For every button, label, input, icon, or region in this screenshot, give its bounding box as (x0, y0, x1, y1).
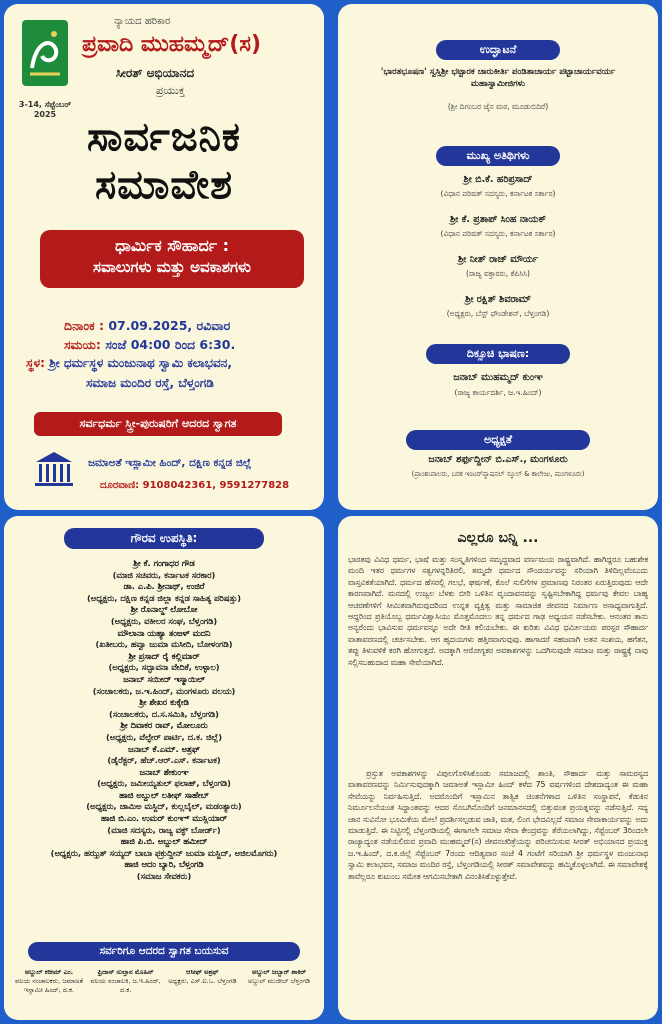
host-name: ಆಸೀಫ್ ಅಶ್ರಫ್ (186, 968, 219, 976)
presence-role: (ಸಮಾಜ ಸೇವಕರು) (136, 871, 192, 882)
presence-name: ಜನಾಬ್ ಶೇಕುಂಞ (139, 766, 189, 777)
poster-panel-event (4, 4, 324, 510)
chief-guest-name: ಶ್ರೀ ಕೆ. ಪ್ರತಾಪ್ ಸಿಂಹ ನಾಯಕ್ (450, 214, 546, 225)
date-label: ದಿನಾಂಕ : (64, 318, 104, 333)
presence-name: ಹಾಜಿ ಬಿ.ಎಂ. ಉಮರ್ ಕುಂಞ್ ಮುಸ್ಲಿಯಾರ್ (100, 813, 228, 824)
presence-role: (ಅಧ್ಯಕ್ಷರು, ದಕ್ಷಿಣ ಕನ್ನಡ ಜಿಲ್ಲಾ ಕನ್ನಡ ಸಾಹಿತ್ಯ ಪರಿಷತ್ತು) (86, 592, 241, 603)
host-name: ಫ್ರಿದಾಸ್ ಸುಲ್ತಾನ ಮೊಹಿನ್ (97, 968, 154, 976)
prayukta: ಪ್ರಯುಕ್ತ (156, 84, 185, 97)
presence-name: ಮೌಲಾನಾ ಯಹ್ಯಾ ತಂಙಳ್ ಮದನಿ (117, 627, 211, 638)
presence-name: ಡಾ. ಎ.ಪಿ. ಶ್ರೀನಾಥ್, ಉಜಿರೆ (123, 581, 205, 592)
host-role: ಅಬ್ದುಲ್ ಮುಜೀಬ್ ಬೆಳ್ತಂಗಡಿ (247, 977, 311, 985)
presence-role: (ಅಧ್ಯಕ್ಷರು, ಜಾಮಿಅ ಮಸ್ಜಿದ್, ಕುಲ್ಲಬೈಲ್, ಮಡಂತ್ಯಾರು) (86, 801, 242, 812)
presence-name: ಶ್ರೀ ದಿವಾಕರ ರಾವ್, ಮೋಲೂರು (120, 720, 208, 731)
host-entry (89, 968, 163, 995)
chief-guest-name: ಶ್ರೀ ರಕ್ಷಿತ್ ಶಿವರಾಮ್ (465, 294, 531, 305)
poster-panel-presence (4, 516, 324, 1020)
poster-panel-guests (338, 4, 658, 510)
inaugurator-name: 'ಭಾರತಭೂಷಣ' ಸ್ವಸ್ತಿಶ್ರೀ ಭಟ್ಟಾರಕ ಚಾರುಕೀರ್ತಿ ಪಂಡಿತಾಚಾರ್ಯ ಪಟ್ಟಾಚಾರ್ಯವರ್ಯ ಮಹಾಸ್ವಾಮೀಜಿಗಳು (380, 67, 616, 89)
welcome-banner: ಸರ್ವಧರ್ಮ ಸ್ತ್ರೀ-ಪುರುಷರಿಗೆ ಆದರದ ಸ್ವಾಗತ (34, 412, 282, 436)
date-row (64, 318, 230, 334)
presence-role: (ಸಂಚಾಲಕರು, ಜ.ಇ.ಹಿಂದ್, ಮಂಗಳೂರು ವಲಯ) (92, 685, 236, 696)
chief-guest-role: (ವಿಧಾನ ಪರಿಷತ್ ಸದಸ್ಯರು, ಕರ್ನಾಟಕ ಸರ್ಕಾರ) (440, 189, 556, 198)
presence-name: ಹಾಜಿ ಆದಂ ಬ್ಯಾರಿ, ಬೆಳ್ತಂಗಡಿ (124, 859, 204, 870)
host-entry (242, 968, 316, 995)
time-row (64, 337, 235, 353)
presence-role: (ಮಾಜಿ ಸದಸ್ಯರು, ರಾಜ್ಯ ವಕ್ಫ್ ಬೋರ್ಡ್) (107, 824, 221, 835)
presence-name: ಜನಾಬ್ ಸಯೀದ್ ಇಸ್ಮಾಯಿಲ್ (123, 673, 205, 684)
invitation-paragraph: ಪ್ರಸ್ತುತ ಅವಕಾಶಗಳನ್ನು ವಿಪುಲಗೊಳಿಸಿಕೊಂಡು ಸಮಾಜದಲ್ಲಿ ಶಾಂತಿ, ಸೌಹಾರ್ದ ಮತ್ತು ಸಾಮರಸ್ಯದ ವಾತಾವರಣವನ್ನು ನಿರ್ಮಿಸುವುದಕ್ಕಾಗಿ ಜಮಾಅತೆ ಇಸ್ಲಾಮೀ ಹಿಂದ್ ಕಳೆದ 75 ವರ್ಷಗಳಿಂದ ದೇಶದಾದ್ಯಂತ ಈ ಮಹಾ ಸೇವೆಯನ್ನು ನಿರ್ವಹಿಸುತ್ತಿದೆ. ಅದರೊಂದಿಗೆ ಇಸ್ಲಾಮಿನ ತಾತ್ವಿಕ ಚಿಂತನೆಗಳಾದ ಒಳಿತಿನ ಸಂಸ್ಥಾಪನೆ, ಕೆಡುಕಿನ ನಿರ್ಮೂಲನೆಯಂತ ಸಿದ್ಧಾಂತವನ್ನು ಆದರ ಸೊಬಗಿನೊಂದಿಗೆ ಜನಮಾನಸದಲ್ಲಿ ಬಿತ್ತುವಂತ ಪ್ರಯತ್ನವನ್ನು ನಡೆಸುತ್ತಿದೆ. ಸದ್ಯ ಜಾನ ಸುವಿನೋ ಭೂಮಿಕೆಯ ಮೇಲೆ ಪ್ರದರ್ಶಿಸಲ್ಪಡುವ ಜಾತಿ, ಮತ, ಲಿಂಗ ಭೇದವಿಲ್ಲದೆ ಸಮಾಜ ಸೇವಾಕಾರ್ಯವನ್ನು ಅದು ಮಾಡುತ್ತಿದೆ. ಈ ನಿಟ್ಟಿನಲ್ಲಿ ಬೆಳ್ತಂಗಡಿಯಲ್ಲಿ ಈಗಾಗಲೇ ಸಮಾಜ ಸೇವಾ ಕೇಂದ್ರವನ್ನು ತೆರೆಯಲಾಗಿದ್ದು, ಸೆಪ್ಟೆಂಬರ್ 3ರಿಂದಲೇ ರಾಜ್ಯಾದ್ಯಂತ ನಡೆಯಲಿರುವ ಪ್ರವಾದಿ ಮುಹಮ್ಮದ್(ಸ) ಜೀವನಚರಿತ್ರೆಯನ್ನು ಪರಿಚಯಿಸುವ ಸೀರತ್ ಅಭಿಯಾನದ ಪ್ರಯುಕ್ತ ಜ.ಇ.ಹಿಂದ್, ದ.ಕ.ಜಿಲ್ಲೆ ಸೆಪ್ಟೆಂಬರ್ 7ರಂದು ಆದಿತ್ಯವಾರ ಸಂಜೆ 4 ಗಂಟೆಗೆ ಸರಿಯಾಗಿ ಶ್ರೀ ಧರ್ಮಸ್ಥಳ ಮಂಜುನಾಥ ಸ್ವಾಮಿ ಕಲಾಭವನ, ಸಮಾಜ ಮಂದಿರ ರಸ್ತೆ, ಬೆಳ್ತಂಗಡಿಯಲ್ಲಿ ಸೀರತ್ ಸಮಾವೇಶವನ್ನು ಹಮ್ಮಿಕೊಳ್ಳಲಾಗಿದೆ. ಈ ಸಮಾವೇಶಕ್ಕೆ ತಾವೆಲ್ಲರೂ ಕುಟುಂಬ ಸಮೇತ ಆಗಮಿಸಬೇಕಾಗಿ ವಿನಂತಿಸಿಕೊಳ್ಳುತ್ತೇವೆ. (348, 769, 648, 881)
logo-date: 3-14, ಸೆಪ್ಟೆಂಬರ್ 2025 (18, 100, 72, 119)
president-name: ಜನಾಬ್ ಶರ್ಫುದ್ದೀನ್ ಬಿ.ಎಸ್., ಮಂಗಳೂರು (428, 454, 568, 465)
place-value-2: ಸಮಾಜ ಮಂದಿರ ರಸ್ತೆ, ಬೆಳ್ತಂಗಡಿ (86, 376, 214, 390)
host-role: ಅಧ್ಯಕ್ಷರು, ಎಸ್.ಐ.ಒ. ಬೆಳ್ತಂಗಡಿ (168, 977, 237, 985)
presence-role: (ಅಧ್ಯಕ್ಷರು, ವೆಲ್ಫೇರ್ ಪಾರ್ಟಿ, ದ.ಕ. ಜಿಲ್ಲೆ) (105, 731, 223, 742)
inaugurator-role: (ಶ್ರೀ ದಿಗಂಬರ ಜೈನ ಮಠ, ಮೂಡುಬಿದಿರೆ) (447, 102, 549, 111)
welcome-hosts-bar: ಸರ್ವರಿಗೂ ಆದರದ ಸ್ವಾಗತ ಬಯಸುವ (28, 942, 300, 961)
host-role: ವಲಯ ಸಂಚಾಲಕಿ, ಜ.ಇ.ಹಿಂದ್, ದ.ಕ. (90, 977, 161, 994)
place-value-1: ಶ್ರೀ ಧರ್ಮಸ್ಥಳ ಮಂಜುನಾಥ ಸ್ವಾಮಿ ಕಲಾಭವನ, (49, 356, 232, 370)
date-value: 07.09.2025, ರವಿವಾರ (108, 318, 231, 333)
headline-line-1: ಸಾರ್ವಜನಿಕ (87, 114, 241, 160)
presence-role: (ಸಂಚಾಲಕರು, ದ.ಸ.ಸಮಿತಿ, ಬೆಳ್ತಂಗಡಿ) (109, 708, 219, 719)
chief-guest-name: ಶ್ರೀ ಬಿ.ಕೆ. ಹರಿಪ್ರಸಾದ್ (463, 174, 533, 185)
campaign-line: ಸೀರತ್ ಅಭಿಯಾನದ (116, 66, 195, 80)
chief-guest-role: (ರಾಜ್ಯ ವಕ್ತಾರರು, ಕೆಪಿಸಿಸಿ) (466, 269, 530, 278)
organizer-name: ಜಮಾಅತೆ ಇಸ್ಲಾಮೀ ಹಿಂದ್, ದಕ್ಷಿಣ ಕನ್ನಡ ಜಿಲ್ಲೆ (88, 457, 252, 469)
host-name: ಅಬ್ದುಲ್ ಕರೀಮ್ ಎಂ. (24, 968, 74, 976)
presence-name: ಹಾಜಿ ಪಿ.ಬಿ. ಅಬ್ದುಲ್ ಹಮೀದ್ (120, 836, 208, 847)
host-role: ವಲಯ ಸಂಚಾಲಕರು, ಜಮಾಅತೆ ಇಸ್ಲಾಮೀ ಹಿಂದ್, ದ.ಕ. (14, 977, 84, 994)
time-label: ಸಮಯ: (64, 337, 101, 352)
chief-guest-role: (ವಿಧಾನ ಪರಿಷತ್ ಸದಸ್ಯರು, ಕರ್ನಾಟಕ ಸರ್ಕಾರ) (440, 229, 556, 238)
chief-guest-role: (ಅಧ್ಯಕ್ಷರು, ಬೆಸ್ಟ್ ಫೌಂಡೇಶನ್, ಬೆಳ್ತಂಗಡಿ) (446, 309, 550, 318)
section-heading-inauguration: ಉದ್ಘಾಟನೆ (436, 40, 560, 60)
presence-name: ಹಾಜಿ ಅಬ್ದುಲ್ ಲತೀಫ್ ಸಾಹೇಬ್ (119, 789, 209, 800)
poster-panel-invitation (338, 516, 658, 1020)
host-entry (12, 968, 86, 995)
section-heading-presence: ಗೌರವ ಉಪಸ್ಥಿತಿ: (64, 528, 264, 549)
chief-guest-name: ಶ್ರೀ ನೀತ್ ರಾಜ್ ಮೌರ್ಯ (458, 254, 538, 265)
presence-name: ಶ್ರೀ ರೊನಾಲ್ಡ್ ಲೋಬೋ (130, 604, 198, 615)
presence-name: ಶ್ರೀ ಕೆ. ಗಂಗಾಧರ ಗೌಡ (133, 558, 195, 568)
theme-line-1: ಧಾರ್ಮಿಕ ಸೌಹಾರ್ದ : (114, 236, 230, 255)
section-heading-presidency: ಅಧ್ಯಕ್ಷತೆ (406, 430, 590, 450)
keynote-speaker-role: (ರಾಜ್ಯ ಕಾರ್ಯದರ್ಶಿ, ಜ.ಇ.ಹಿಂದ್) (454, 388, 542, 397)
headline-line-2: ಸಮಾವೇಶ (94, 162, 234, 208)
section-heading-keynote: ದಿಕ್ಸೂಚಿ ಭಾಷಣ: (426, 344, 570, 364)
presence-role: (ಅಧ್ಯಕ್ಷರು, ಜಮೀಯ್ಯತುಲ್ ಫಲಾಹ್, ಬೆಳ್ತಂಗಡಿ) (97, 778, 231, 789)
invitation-heading: ಎಲ್ಲರೂ ಬನ್ನಿ ... (457, 530, 539, 546)
presence-list (10, 558, 318, 883)
section-heading-chief-guests: ಮುಖ್ಯ ಅತಿಥಿಗಳು (436, 146, 560, 166)
theme-line-2: ಸವಾಲುಗಳು ಮತ್ತು ಅವಕಾಶಗಳು (93, 258, 251, 276)
building-logo-icon (32, 450, 76, 490)
prophet-logo-icon (22, 20, 68, 86)
theme-banner (40, 230, 304, 288)
presence-role: (ಅಧ್ಯಕ್ಷರು, ಸದ್ಭಾವನಾ ವೇದಿಕೆ, ಉಳ್ಳಾಲ) (108, 662, 220, 673)
presence-name: ಶ್ರೀ ಶೇಖರ ಕುಕ್ಕೇಡಿ (139, 697, 189, 708)
presence-role: (ಮಾಜಿ ಸಚಿವರು, ಕರ್ನಾಟಕ ಸರಕಾರ) (112, 569, 216, 580)
top-line: ನ್ಯಾಯದ ಹರಿಕಾರ (114, 16, 171, 27)
place-label: ಸ್ಥಳ: (26, 356, 45, 370)
time-value: ಸಂಜೆ 04:00 ರಿಂದ 6:30. (105, 337, 236, 352)
invitation-paragraph: ಭಾರತವು ವಿವಿಧ ಧರ್ಮ, ಭಾಷೆ ಮತ್ತು ಸಂಸ್ಕೃತಿಗಳಿಂದ ಸಮೃದ್ಧವಾದ ವರ್ಣಮಯ ರಾಷ್ಟ್ರವಾಗಿದೆ. ಹಾಗಿದ್ದರೂ ಬಹುಶೇಕ ಮಂದಿ ಇತರ ಧರ್ಮಗಳ ಸತ್ವಗಳನ್ನರಿತಿರಲಿ, ತಮ್ಮದೇ ಧರ್ಮದ ಸೌಂದರ್ಯವನ್ನು ಸರಿಯಾಗಿ ತಿಳಿದಿಲ್ಲವೆಂಬುದು ವಾಸ್ತವಿಕತೆಯಾಗಿದೆ. ಧರ್ಮದ ಹೆಸರಲ್ಲಿ ಗಲಭೆ, ಘರ್ಷಣೆ, ಕೊಲೆ ಸುಲಿಗೆಗಳ ಪ್ರಮಾಣವು ನಿರಂತರ ಏರುತ್ತಿರುವುದು ಆದೇ ಕಾರಣವಾಗಿದೆ. ಮನದಲ್ಲಿ ಉಜ್ವಲ ಬೆಳಕು ಬೀರಿ ಒಳಿತಿನ ವೃಂದಾವನವನ್ನು ಸೃಷ್ಟಿಸಬೇಕಾಗಿದ್ದ ಧರ್ಮವು ಕೇವಲ ಬಾಹ್ಯ ಆಚರಣೆಗಳಿಗೆ ಸೀಮಿತವಾಗಿರುವುದರಿಂದ ಉನ್ನತ ವ್ಯಕ್ತಿತ್ವ ಮತ್ತು ಸಾಮಾಜಿಕ ಜೀವನದ ನಿರ್ಮಾಣ ಅಸಾಧ್ಯವಾಗುತ್ತಿದೆ. ಆದ್ದರಿಂದ ಪ್ರತಿಯೊಬ್ಬ ಧರ್ಮವಿಶ್ವಾಸಿಯು ಮೊತ್ತಮೊದಲು ತನ್ನ ಧರ್ಮದ ಗಾಢ ಅಧ್ಯಯನ ನಡೆಸಬೇಕು. ಆನಂತರ ತಾನು ಅನ್ಯರೆಂದು ಭಾವಿಸುವ ಧರ್ಮವನ್ನೂ ಅದೇ ರೀತಿ ಕಲಿಯಬೇಕು. ಈ ಕುರಿತು ವಿವಿಧ ಧರ್ಮೀಯರು ಪರಸ್ಪರ ಸೌಹಾರ್ದ ವಾತಾವರಣದಲ್ಲಿ ಚರ್ಚಿಸಬೇಕು. ಆಗ ಹೃದಯಗಳು ಹತ್ತಿರವಾಗುವುವು. ಹಾಗಾದರೆ ಸಹಜವಾಗಿ ಅತನ ಸಂಶಯ, ಹಗೆತನ, ತಪ್ಪು ತಿಳುವಳಿಕೆ ಕರಗಿ ಹೋಗುತ್ತದೆ. ಅದಕ್ಕಾಗಿ ಆರೋಗ್ಯಕರ ಅವಕಾಶಗಳನ್ನು ಒದಗಿಸುವುದೇ ಸಮಾಜ ಮತ್ತು ರಾಷ್ಟ್ರಕ್ಕೆ ನಾವು ಸಲ್ಲಿಸಬಹುದಾದ ಮಹಾ ಸೇವೆಯಾಗಿದೆ. (348, 555, 648, 667)
prophet-title: ಪ್ರವಾದಿ ಮುಹಮ್ಮದ್(ಸ) (82, 32, 262, 57)
presence-role: (ಡೈರೆಕ್ಟರ್, ಹೆಚ್.ಆರ್.ಎಸ್. ಕರ್ನಾಟಕ) (107, 755, 221, 766)
hosts-row (12, 968, 316, 995)
presence-name: ಜನಾಬ್ ಕೆ.ಎಮ್. ಅಶ್ರಫ್ (128, 743, 200, 754)
presence-role: (ಖತೀಬರು, ಹವ್ವಾ ಜುಮಾ ಮಸೀದಿ, ಬೋಳಂಗಡಿ) (95, 639, 233, 650)
host-name: ಅಬ್ದುಲ್ ಜಬ್ಬಾರ್ ಶಾಕಿರ್ (251, 968, 306, 976)
host-entry (165, 968, 239, 995)
phone-numbers: ದೂರವಾಣಿ: 9108042361, 9591277828 (100, 480, 290, 491)
place-row (26, 356, 232, 371)
presence-role: (ಅಧ್ಯಕ್ಷರು, ಹಝ್ರತ್ ಸಯ್ಯದ್ ಬಾಬಾ ಫಕ್ರುದ್ದೀನ್ ಜುಮಾ ಮಸ್ಜಿದ್, ಅಜಿಲಮೊಗರು) (50, 847, 278, 858)
presence-name: ಶ್ರೀ ಪ್ರಸಾದ್ ರೈ ಕಲ್ಲಿಮಾರ್ (128, 650, 200, 661)
presence-role: (ಅಧ್ಯಕ್ಷರು, ವಕೀಲರ ಸಂಘ, ಬೆಳ್ತಂಗಡಿ) (110, 615, 218, 626)
keynote-speaker-name: ಜನಾಬ್ ಮುಹಮ್ಮದ್ ಕುಂಞ (453, 372, 543, 383)
president-role: (ಪ್ರಾಂಶುಪಾಲರು, ಬರಕ ಇಂಟರ್‌ನ್ಯಾಷನಲ್ ಸ್ಕೂಲ್ & ಕಾಲೇಜು, ಮಂಗಳೂರು) (411, 470, 585, 478)
